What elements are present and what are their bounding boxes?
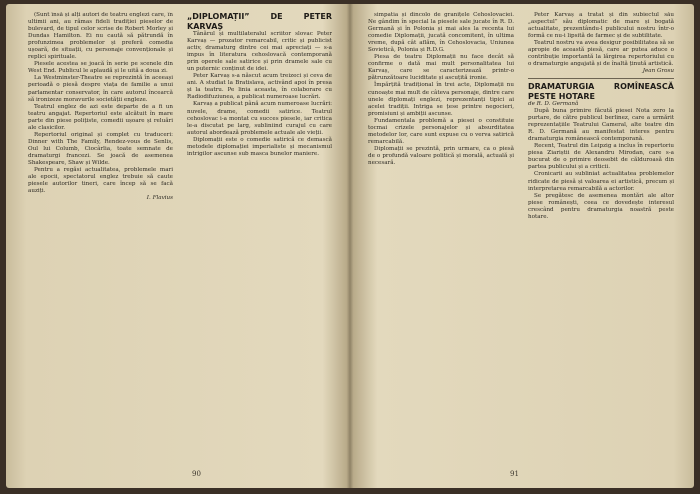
article-paragraph: Diplomații este o comedie satirică ce demască metodele diplomației imperialiste și mecanismul intrigilor ascunse sub masca bunelor maniere.: [187, 136, 332, 157]
page-number-left: 90: [192, 470, 201, 478]
article-paragraph: Piesa de teatru Diplomații nu face decât să confirme o dată mai mult personalitatea lui Karvaș, care se caracterizează printr-o pătrunzătoare luciditate și ascuțită ironie.: [368, 54, 514, 82]
article-paragraph: Teatrul englez de azi este departe de a fi un teatru angajat. Repertoriul este alcătuit în mare parte din piese polițiste, comedii ușoare și reluări ale clasicilor.: [28, 103, 173, 131]
article-paragraph: Recent, Teatrul din Leipzig a inclus în repertoriu piesa Ziariștii de Alexandru Mirodan, care s-a bucurat de o primire deosebit de călduroasă din partea publicului și a criticii.: [528, 143, 674, 171]
article-paragraph: Piesele acestea se joacă în serie pe scenele din West End. Publicul le aplaudă și le uită a doua zi.: [28, 61, 173, 75]
article-title: DRAMATURGIA ROMÎNEASCĂ PESTE HOTARE: [528, 82, 674, 101]
article-paragraph: Karvaș a publicat până acum numeroase lucrări: nuvele, drame, comedii satirice. Teatrul cehoslovac i-a montat cu succes piesele, iar critica le-a discutat pe larg, subliniind curajul cu care autorul abordează problemele actuale ale vieții.: [187, 101, 332, 136]
author-signature: I. Flavius: [146, 195, 173, 202]
article-byline: de R. D. Germană: [528, 101, 579, 108]
article-paragraph: Diplomații se prezintă, prin urmare, ca o piesă de o profundă valoare politică și morală, actuală și necesară.: [368, 145, 514, 166]
article-paragraph: După buna primire făcută piesei Nota zero la purtare, de către publicul berlinez, care a urmărit reprezentațiile Teatrului Cameral, alte teatre din R. D. Germană au manifestat interes pentru dramaturgia românească contemporană.: [528, 108, 674, 143]
page-number-right: 91: [510, 470, 519, 478]
magazine-spread: [6, 4, 694, 488]
left-page: [6, 4, 350, 488]
article-paragraph: Pentru a regăsi actualitatea, problemele mari ale epocii, spectatorul englez trebuie să caute piesele autorilor tineri, care încep să se facă auziți.: [28, 167, 173, 195]
right-page: [350, 4, 694, 488]
right-column-2: [528, 12, 674, 464]
article-paragraph: Cronicarii au subliniat actualitatea problemelor ridicate de piesă și valoarea ei artistică, precum și interpretarea remarcabilă a actorilor.: [528, 171, 674, 192]
article-title: „DIPLOMAȚII” DE PETER KARVAȘ: [187, 12, 332, 31]
article-paragraph: Se pregătesc de asemenea montări ale altor piese românești, ceea ce dovedește interesul crescând pentru dramaturgia noastră peste hotare.: [528, 192, 674, 220]
article-paragraph: Teatrul nostru va avea desigur posibilitatea să se apropie de această piesă, care ar putea aduce o contribuție importantă la lărgirea repertoriului cu o dramaturgie angajată și de înaltă ținută artistică.: [528, 40, 674, 68]
article-paragraph: Peter Karvaș s-a născut acum treizeci și ceva de ani. A studiat la Bratislava, activând apoi în presa și la teatru. Pe linia aceasta, în colaborare cu Radiodifuziunea, a publicat numeroase lucrări.: [187, 73, 332, 101]
left-column-1: [28, 12, 173, 464]
article-paragraph: simpatia și dincolo de granițele Cehoslovaciei. Ne gândim în special la piesele sale jucate în R. D. Germană și în Polonia și mai ales la recenta lui comedie Diplomații, jucată concomitent, în ultima vreme, după cât aflăm, în Cehoslovacia, Uniunea Sovietică, Polonia și R.D.G.: [368, 12, 514, 54]
article-paragraph: La Westminster-Theatre se reprezintă în aceeași perioadă o piesă despre viața de familie a unui parlamentar conservator, în care autorul încearcă să ironizeze moravurile societății engleze.: [28, 75, 173, 103]
section-divider: [528, 78, 674, 79]
article-paragraph: (Sunt însă și alți autori de teatru englezi care, în ultimii ani, au rămas fideli tradiției pieselor de bulevard, de tipul celor scrise de Robert Morley și Dundas Hamilton. Ei nu caută să pătrundă în profunzimea problemelor și preferă comedia ușoară, de situații, cu personaje convenționale și replici spirituale.: [28, 12, 173, 61]
article-paragraph: Tânărul și multilateralul scriitor slovac Peter Karvaș — prozator remarcabil, critic și publicist activ, dramaturg dintre cei mai apreciați — s-a impus în literatura cehoslovacă contemporană prin operele sale satirice și prin dramele sale cu un puternic conținut de idei.: [187, 31, 332, 73]
article-paragraph: Fundamentala problemă a piesei o constituie tocmai crizele personajelor și absurditatea metodelor lor, care sunt expuse cu o verva satirică remarcabilă.: [368, 117, 514, 145]
article-paragraph: Repertoriul original și complet cu traduceri: Dinner with The Family, Rendez-vous de Senlis, Oul lui Columb, Ciocârlia, toate semnate de dramaturgi francezi. Se joacă de asemenea Shakespeare, Shaw și Wilde.: [28, 131, 173, 166]
right-column-1: [368, 12, 514, 464]
article-paragraph: Împărțită tradițional în trei acte, Diplomații nu cunoaște mai mult de câteva personaje, dintre care unele diplomați englezi, reprezentanți tipici ai acelei tradiții. Intriga se țese printre negocieri, promisiuni și ambiții ascunse.: [368, 82, 514, 117]
article-paragraph: Peter Karvaș a tratat și din subiectul său „aspectul” său diplomatic de mare și bogată actualitate, prezentându-l publicului nostru într-o formă ce nu-i lipsită de farmec și de subtilitate.: [528, 12, 674, 40]
left-column-2: [187, 12, 332, 464]
author-signature: Jean Grosu: [642, 68, 674, 75]
